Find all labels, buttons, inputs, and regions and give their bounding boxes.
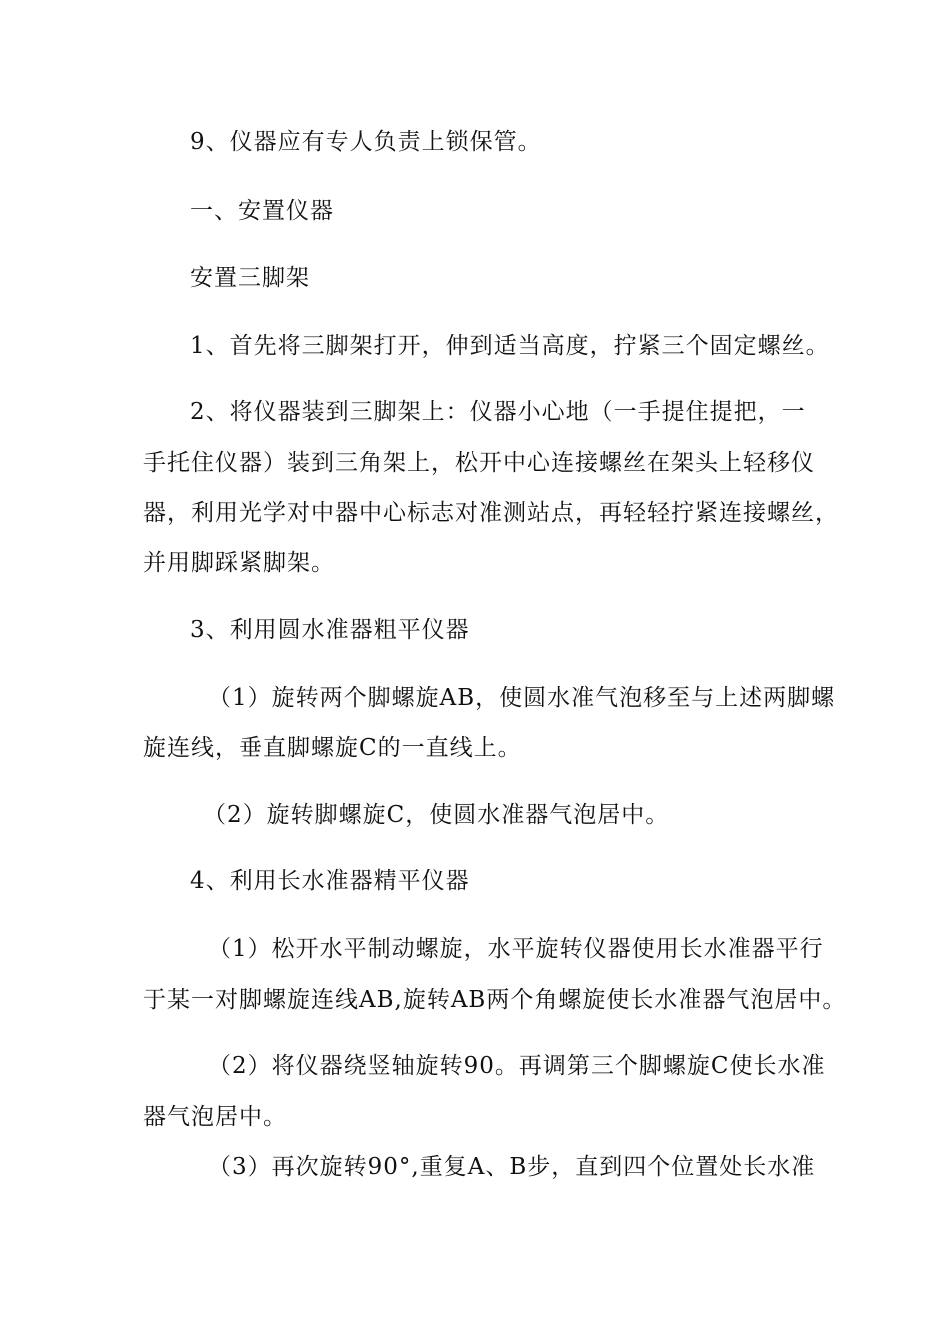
step-4-sub-2-line-2: 器气泡居中。 [143,1104,287,1130]
step-2-line-1: 2、将仪器装到三脚架上：仪器小心地（一手提住提把，一 [190,399,806,425]
step-2-line-4: 并用脚踩紧脚架。 [143,550,335,576]
section-heading-install-instrument: 一、安置仪器 [190,198,334,224]
step-3-sub-1-line-1: （1）旋转两个脚螺旋AB，使圆水准气泡移至与上述两脚螺 [208,685,836,711]
step-3-sub-2-line-1: （2）旋转脚螺旋C，使圆水准器气泡居中。 [203,802,670,828]
step-4-sub-3-line-1: （3）再次旋转90°,重复A、B步，直到四个位置处长水准 [208,1154,816,1180]
step-4-sub-1-line-2: 于某一对脚螺旋连线AB,旋转AB两个角螺旋使长水准器气泡居中。 [143,987,847,1013]
step-2-line-3: 器，利用光学对中器中心标志对准测站点，再轻轻拧紧连接螺丝， [143,500,839,526]
step-4-heading: 4、利用长水准器精平仪器 [190,868,470,894]
step-4-sub-2-line-1: （2）将仪器绕竖轴旋转90。再调第三个脚螺旋C使长水准 [208,1053,826,1079]
subheading-install-tripod: 安置三脚架 [190,265,310,291]
paragraph-item-9-line-1: 9、仪器应有专人负责上锁保管。 [190,129,542,155]
step-2-line-2: 手托住仪器）装到三角架上，松开中心连接螺丝在架头上轻移仪 [143,450,815,476]
step-3-heading: 3、利用圆水准器粗平仪器 [190,617,470,643]
step-4-sub-1-line-1: （1）松开水平制动螺旋，水平旋转仪器使用长水准器平行 [208,936,824,962]
step-3-sub-1-line-2: 旋连线，垂直脚螺旋C的一直线上。 [143,735,522,761]
step-1-line-1: 1、首先将三脚架打开，伸到适当高度，拧紧三个固定螺丝。 [190,333,830,359]
